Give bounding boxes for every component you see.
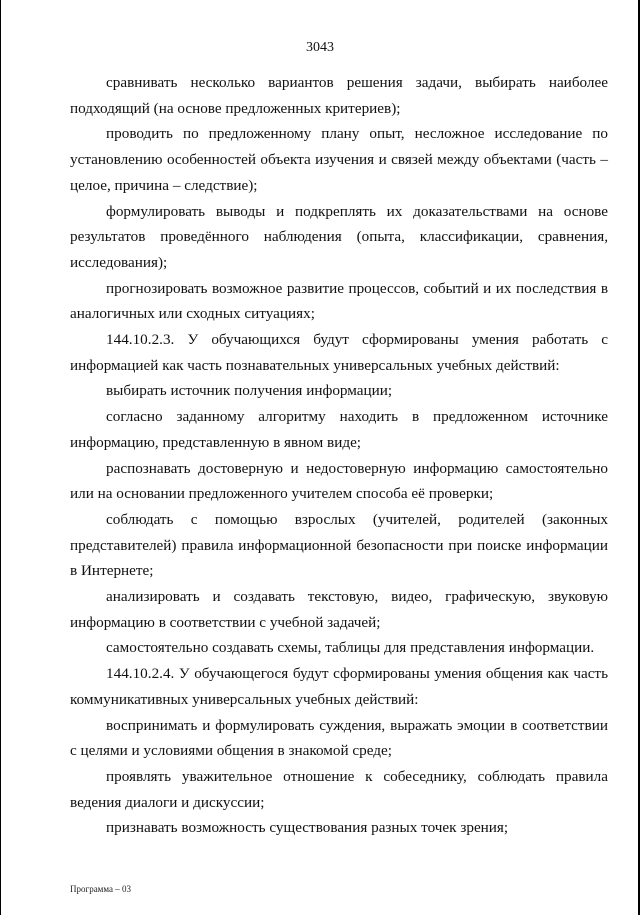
paragraph-section-144-10-2-4: 144.10.2.4. У обучающегося будут сформированы умения общения как часть коммуникативных универсальных учебных действий: xyxy=(70,665,608,708)
paragraph-section-144-10-2-3: 144.10.2.3. У обучающихся будут сформированы умения работать с информацией как часть познавательных универсальных учебных действий: xyxy=(70,331,608,374)
paragraph-compare-variants: сравнивать несколько вариантов решения задачи, выбирать наиболее подходящий (на основе предложенных критериев); xyxy=(70,74,608,117)
paragraph-recognize-reliable: распознавать достоверную и недостоверную информацию самостоятельно или на основании предложенного учителем способа её проверки; xyxy=(70,459,608,503)
paragraph-analyze-create: анализировать и создавать текстовую, видео, графическую, звуковую информацию в соответствии с учебной задачей; xyxy=(70,588,608,631)
body-text xyxy=(70,70,608,841)
paragraph-perceive-judgments: воспринимать и формулировать суждения, выражать эмоции в соответствии с целями и условиями общения в знакомой среде; xyxy=(70,716,608,760)
paragraph-information-security: соблюдать с помощью взрослых (учителей, родителей (законных представителей) правила информационной безопасности при поиске информации в Интернете; xyxy=(70,510,608,580)
footer-label: Программа – 03 xyxy=(70,884,132,894)
scan-edge-left xyxy=(0,0,1,915)
paragraph-show-respect: проявлять уважительное отношение к собеседнику, соблюдать правила ведения диалоги и дискуссии; xyxy=(70,767,608,811)
paragraph-conduct-experiment: проводить по предложенному плану опыт, несложное исследование по установлению особенностей объекта изучения и связей между объектами (часть – целое, причина – следствие); xyxy=(70,125,608,194)
paragraph-find-information: согласно заданному алгоритму находить в предложенном источнике информацию, представленную в явном виде; xyxy=(70,408,608,451)
paragraph-create-schemes: самостоятельно создавать схемы, таблицы для представления информации. xyxy=(106,639,595,657)
paragraph-recognize-viewpoints: признавать возможность существования разных точек зрения; xyxy=(106,819,509,837)
paragraph-formulate-conclusions: формулировать выводы и подкреплять их доказательствами на основе результатов проведённого наблюдения (опыта, классификации, сравнения, исследования); xyxy=(70,202,608,271)
page-number: 3043 xyxy=(306,40,334,55)
paragraph-predict-development: прогнозировать возможное развитие процессов, событий и их последствия в аналогичных или сходных ситуациях; xyxy=(70,279,608,323)
paragraph-choose-source: выбирать источник получения информации; xyxy=(106,382,393,400)
